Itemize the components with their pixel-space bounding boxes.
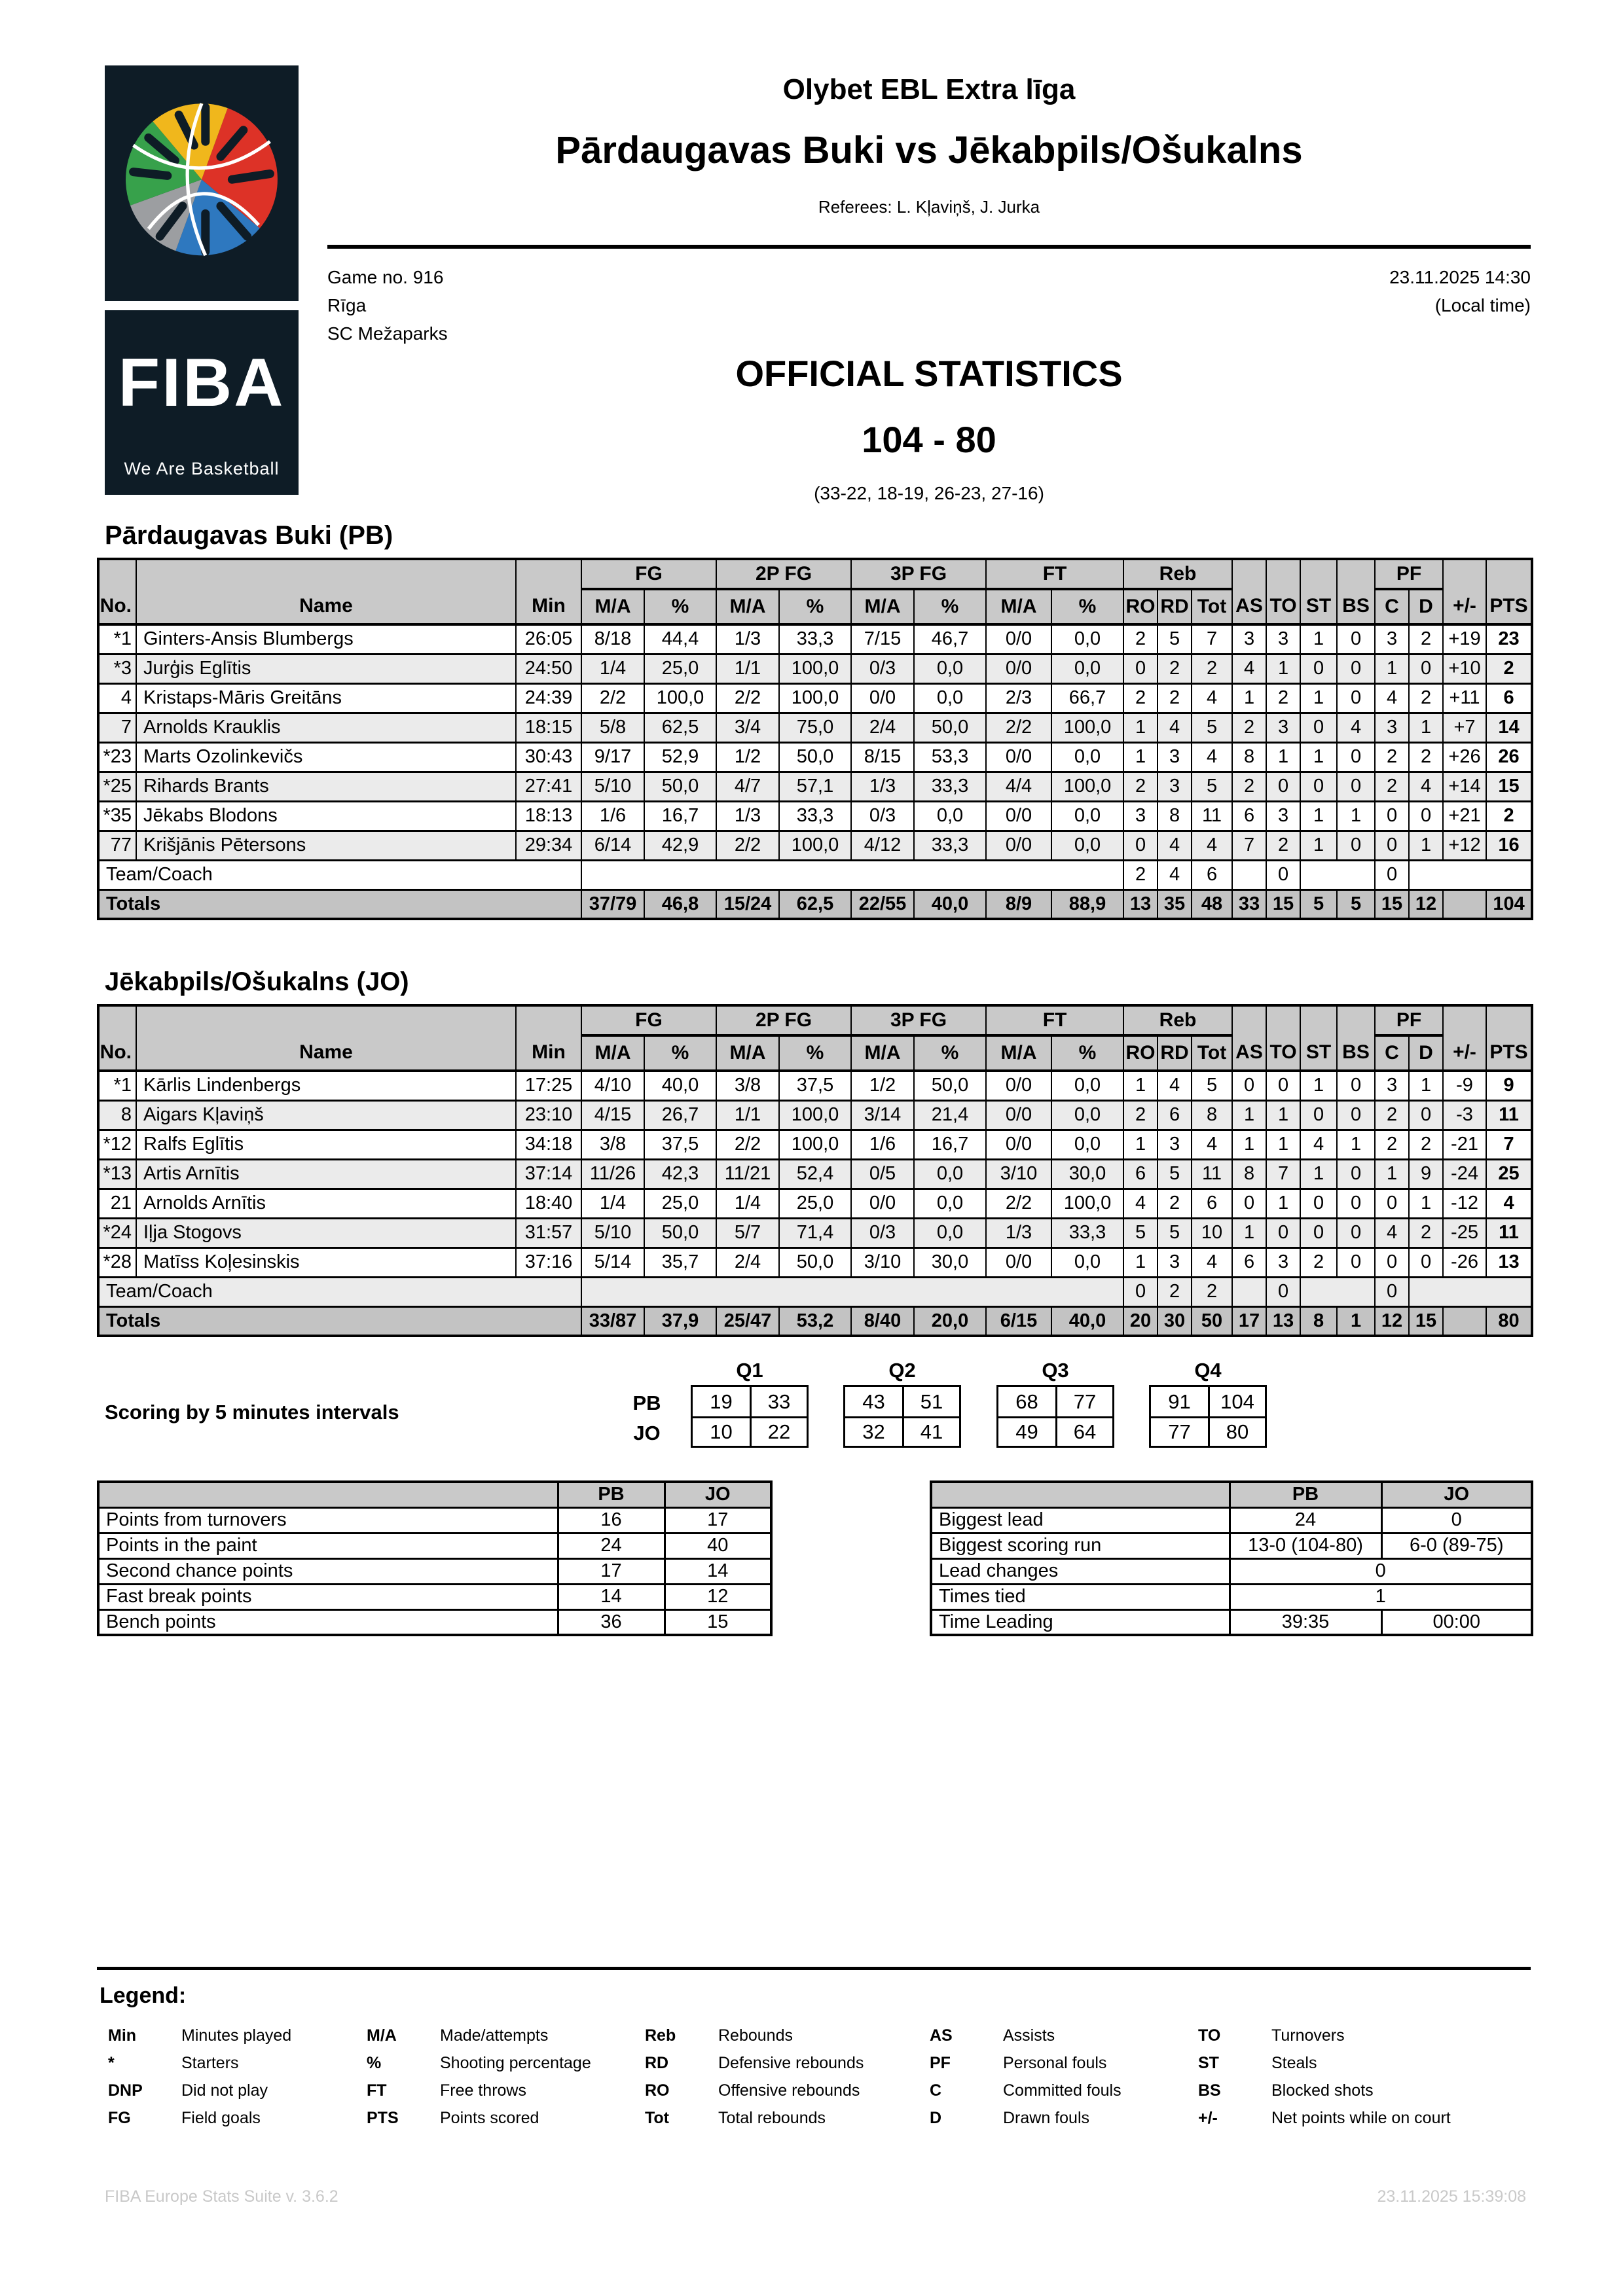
col-header-%: % — [644, 589, 716, 624]
col-group-spacer — [1266, 559, 1300, 589]
matchup-title: Pārdaugavas Buki vs Jēkabpils/Ošukalns — [555, 129, 1303, 171]
team-title-jo: Jēkabpils/Ošukalns (JO) — [105, 967, 409, 996]
quarter-label-q1: Q1 — [736, 1359, 763, 1382]
game-flow-spacer — [931, 1482, 1230, 1507]
game-city: Rīga — [327, 295, 367, 315]
scoring-value: 77 — [1055, 1387, 1112, 1416]
col-header-RD: RD — [1158, 589, 1192, 624]
col-group-spacer — [1232, 559, 1266, 589]
game-info — [327, 263, 1531, 348]
box-score-table-jo — [97, 1004, 1533, 1337]
team-coach-row: Team/Coach 2 4 6 0 0 — [98, 860, 1532, 889]
col-header-ST: ST — [1300, 589, 1337, 624]
game-datetime: 23.11.2025 14:30 — [1389, 267, 1531, 287]
game-flow-table — [930, 1480, 1533, 1636]
player-row: 8 Aigars Kļaviņš 23:10 4/15 26,7 1/1 100,0 3/14 21,4 0/0 0,0 2 6 8 1 1 0 0 2 0 -3 11 — [98, 1100, 1532, 1130]
legend-entry: PTS Points scored — [367, 2109, 539, 2127]
legend-entry: AS Assists — [930, 2026, 1055, 2045]
col-header-Name: Name — [136, 1035, 516, 1071]
quarter-label-q4: Q4 — [1194, 1359, 1222, 1382]
col-header-AS: AS — [1232, 589, 1266, 624]
scoring-box-q2 — [843, 1385, 961, 1448]
scoring-value: 91 — [1168, 1390, 1191, 1413]
basketball-globe-icon — [107, 72, 297, 295]
col-group-spacer — [1486, 559, 1532, 589]
fiba-wordmark-block — [105, 310, 299, 495]
scoring-box-q1 — [691, 1385, 809, 1448]
col-group-Reb: Reb — [1123, 559, 1232, 589]
col-group-spacer — [1443, 559, 1486, 589]
col-header-C: C — [1375, 1035, 1409, 1071]
col-header-RD: RD — [1158, 1035, 1192, 1071]
legend-entry: Tot Total rebounds — [645, 2109, 826, 2127]
col-header-D: D — [1409, 589, 1443, 624]
legend-entry: * Starters — [108, 2054, 239, 2072]
scoring-value: 19 — [710, 1390, 733, 1413]
stat-row: Bench points 36 15 — [98, 1609, 771, 1635]
col-group-FT: FT — [986, 559, 1123, 589]
fiba-basketball-icon — [105, 65, 299, 301]
scoring-value: 10 — [693, 1416, 750, 1446]
scoring-team-jo: JO — [633, 1422, 661, 1444]
player-row: 77 Krišjānis Pētersons 29:34 6/14 42,9 2/2 100,0 4/12 33,3 0/0 0,0 0 4 4 7 2 1 0 0 1 +12 16 — [98, 831, 1532, 860]
comparison-header-pb: PB — [558, 1482, 665, 1507]
col-group-FT: FT — [986, 1005, 1123, 1035]
scoring-value: 33 — [750, 1387, 807, 1416]
col-header-%: % — [779, 1035, 851, 1071]
col-group-spacer — [1300, 1005, 1337, 1035]
legend-entry: M/A Made/attempts — [367, 2026, 549, 2045]
totals-row: Totals 33/87 37,9 25/47 53,2 8/40 20,0 6/15 40,0 20 30 50 17 13 8 1 12 15 80 — [98, 1306, 1532, 1336]
col-header-PTS: PTS — [1486, 589, 1532, 624]
legend-entry: BS Blocked shots — [1198, 2081, 1374, 2100]
scoring-value: 41 — [902, 1416, 959, 1446]
scoring-box-q3 — [996, 1385, 1114, 1448]
col-header-PTS: PTS — [1486, 1035, 1532, 1071]
legend-entry: Min Minutes played — [108, 2026, 292, 2045]
scoring-intervals-label: Scoring by 5 minutes intervals — [105, 1401, 399, 1424]
col-header-TO: TO — [1266, 589, 1300, 624]
col-group-3P FG: 3P FG — [851, 559, 986, 589]
scoring-value: 77 — [1151, 1416, 1208, 1446]
player-row: *28 Matīss Koļesinskis 37:16 5/14 35,7 2/4 50,0 3/10 30,0 0/0 0,0 1 3 4 6 3 2 0 0 0 -26 13 — [98, 1247, 1532, 1277]
footer-app-version: FIBA Europe Stats Suite v. 3.6.2 — [105, 2187, 338, 2206]
col-group-spacer — [516, 1005, 581, 1035]
fiba-wordmark: FIBA — [118, 345, 285, 421]
stat-row: Time Leading 39:35 00:00 — [931, 1609, 1532, 1635]
scoring-value: 43 — [862, 1390, 885, 1413]
stat-row: Lead changes 0 — [931, 1558, 1532, 1584]
player-row: 21 Arnolds Arnītis 18:40 1/4 25,0 1/4 25,0 0/0 0,0 2/2 100,0 4 2 6 0 1 0 0 0 1 -12 4 — [98, 1189, 1532, 1218]
legend-grid — [108, 2026, 1529, 2128]
col-group-spacer — [1443, 1005, 1486, 1035]
col-header-Min: Min — [516, 1035, 581, 1071]
col-header-M/A: M/A — [986, 1035, 1051, 1071]
player-row: *1 Ginters-Ansis Blumbergs 26:05 8/18 44,4 1/3 33,3 7/15 46,7 0/0 0,0 2 5 7 3 3 1 0 3 2 +19 23 — [98, 624, 1532, 654]
final-score: 104 - 80 — [862, 419, 996, 460]
col-header-RO: RO — [1123, 1035, 1158, 1071]
game-local-time: (Local time) — [1434, 295, 1531, 315]
fiba-logo — [105, 65, 299, 495]
col-header-M/A: M/A — [851, 1035, 914, 1071]
col-header-RO: RO — [1123, 589, 1158, 624]
col-group-spacer — [98, 559, 136, 589]
col-header-ST: ST — [1300, 1035, 1337, 1071]
col-header-M/A: M/A — [716, 589, 779, 624]
player-row: *13 Artis Arnītis 37:14 11/26 42,3 11/21 52,4 0/5 0,0 3/10 30,0 6 5 11 8 7 1 0 1 9 -24 25 — [98, 1159, 1532, 1189]
box-score-table-pb — [97, 558, 1533, 920]
player-row: 7 Arnolds Krauklis 18:15 5/8 62,5 3/4 75,0 2/4 50,0 2/2 100,0 1 4 5 2 3 0 4 3 1 +7 14 — [98, 713, 1532, 742]
team-title-pb: Pārdaugavas Buki (PB) — [105, 521, 393, 550]
player-row: *25 Rihards Brants 27:41 5/10 50,0 4/7 57,1 1/3 33,3 4/4 100,0 2 3 5 2 0 0 0 2 4 +14 15 — [98, 772, 1532, 801]
col-group-spacer — [1266, 1005, 1300, 1035]
scoring-box-q4 — [1149, 1385, 1267, 1448]
legend-entry: PF Personal fouls — [930, 2054, 1107, 2072]
scoring-value: 22 — [750, 1416, 807, 1446]
col-header-M/A: M/A — [581, 589, 644, 624]
col-group-3P FG: 3P FG — [851, 1005, 986, 1035]
player-row: *1 Kārlis Lindenbergs 17:25 4/10 40,0 3/8 37,5 1/2 50,0 0/0 0,0 1 4 5 0 0 1 0 3 1 -9 9 — [98, 1071, 1532, 1100]
col-group-FG: FG — [581, 1005, 716, 1035]
referees-line: Referees: L. Kļaviņš, J. Jurka — [818, 197, 1040, 217]
team-comparison-table — [97, 1480, 773, 1636]
legend-entry: % Shooting percentage — [367, 2054, 591, 2072]
scoring-team-pb: PB — [632, 1391, 661, 1414]
scoring-value: 51 — [902, 1387, 959, 1416]
legend-entry: C Committed fouls — [930, 2081, 1122, 2100]
game-flow-header-jo: JO — [1381, 1482, 1532, 1507]
col-header-+/-: +/- — [1443, 1035, 1486, 1071]
player-row: *3 Jurģis Eglītis 24:50 1/4 25,0 1/1 100,0 0/3 0,0 0/0 0,0 0 2 2 4 1 0 0 1 0 +10 2 — [98, 654, 1532, 683]
player-row: 4 Kristaps-Māris Greitāns 24:39 2/2 100,0 2/2 100,0 0/0 0,0 2/3 66,7 2 2 4 1 2 1 0 4 2 +11 6 — [98, 683, 1532, 713]
header-divider — [327, 245, 1531, 249]
legend-title: Legend: — [100, 1983, 187, 2008]
scoring-value: 68 — [1015, 1390, 1038, 1413]
team-coach-row: Team/Coach 0 2 2 0 0 — [98, 1277, 1532, 1306]
col-header-Tot: Tot — [1192, 589, 1232, 624]
legend-divider — [97, 1967, 1531, 1970]
stat-row: Second chance points 17 14 — [98, 1558, 771, 1584]
legend-entry: DNP Did not play — [108, 2081, 268, 2100]
col-header-%: % — [914, 1035, 986, 1071]
league-title: Olybet EBL Extra līga — [782, 73, 1076, 105]
col-group-spacer — [136, 559, 516, 589]
col-group-spacer — [98, 1005, 136, 1035]
col-group-spacer — [516, 559, 581, 589]
col-header-%: % — [914, 589, 986, 624]
col-group-Reb: Reb — [1123, 1005, 1232, 1035]
legend-entry: RD Defensive rebounds — [645, 2054, 864, 2072]
col-header-D: D — [1409, 1035, 1443, 1071]
scoring-value: 104 — [1208, 1387, 1265, 1416]
scoring-value: 32 — [845, 1416, 902, 1446]
col-header-Name: Name — [136, 589, 516, 624]
game-number: Game no. 916 — [327, 267, 444, 287]
game-info-left — [327, 263, 1531, 348]
document-title: OFFICIAL STATISTICS — [735, 353, 1123, 394]
game-info-right — [1389, 263, 1531, 319]
col-group-spacer — [1486, 1005, 1532, 1035]
col-header-Min: Min — [516, 589, 581, 624]
player-row: *12 Ralfs Eglītis 34:18 3/8 37,5 2/2 100,0 1/6 16,7 0/0 0,0 1 3 4 1 1 4 1 2 2 -21 7 — [98, 1130, 1532, 1159]
legend-entry: FT Free throws — [367, 2081, 526, 2100]
scoring-value: 49 — [998, 1416, 1055, 1446]
player-row: *23 Marts Ozolinkevičs 30:43 9/17 52,9 1/2 50,0 8/15 53,3 0/0 0,0 1 3 4 8 1 1 0 2 2 +26 26 — [98, 742, 1532, 772]
col-group-spacer — [136, 1005, 516, 1035]
col-header-+/-: +/- — [1443, 589, 1486, 624]
comparison-spacer — [98, 1482, 558, 1507]
legend-entry: TO Turnovers — [1198, 2026, 1345, 2045]
player-row: *24 Iļja Stogovs 31:57 5/10 50,0 5/7 71,4 0/3 0,0 1/3 33,3 5 5 10 1 0 0 0 4 2 -25 11 — [98, 1218, 1532, 1247]
footer-print-timestamp: 23.11.2025 15:39:08 — [1377, 2187, 1526, 2206]
col-group-spacer — [1232, 1005, 1266, 1035]
col-header-%: % — [779, 589, 851, 624]
col-header-%: % — [1051, 589, 1123, 624]
legend-entry: ST Steals — [1198, 2054, 1317, 2072]
col-header-No.: No. — [98, 589, 136, 624]
col-header-%: % — [644, 1035, 716, 1071]
col-header-M/A: M/A — [581, 1035, 644, 1071]
col-header-BS: BS — [1337, 1035, 1375, 1071]
legend-entry: +/- Net points while on court — [1198, 2109, 1451, 2127]
stat-row: Points from turnovers 16 17 — [98, 1507, 771, 1533]
stat-row: Biggest lead 24 0 — [931, 1507, 1532, 1533]
scoring-value: 80 — [1208, 1416, 1265, 1446]
col-header-AS: AS — [1232, 1035, 1266, 1071]
col-header-M/A: M/A — [986, 589, 1051, 624]
game-venue: SC Mežaparks — [327, 323, 448, 344]
stat-row: Fast break points 14 12 — [98, 1584, 771, 1609]
stat-row: Times tied 1 — [931, 1584, 1532, 1609]
col-header-TO: TO — [1266, 1035, 1300, 1071]
quarter-label-q3: Q3 — [1042, 1359, 1069, 1382]
col-header-%: % — [1051, 1035, 1123, 1071]
col-header-M/A: M/A — [716, 1035, 779, 1071]
player-row: *35 Jēkabs Blodons 18:13 1/6 16,7 1/3 33,3 0/3 0,0 0/0 0,0 3 8 11 6 3 1 1 0 0 +21 2 — [98, 801, 1532, 831]
col-group-PF: PF — [1375, 559, 1443, 589]
col-group-PF: PF — [1375, 1005, 1443, 1035]
legend-entry: Reb Rebounds — [645, 2026, 793, 2045]
col-group-2P FG: 2P FG — [716, 559, 851, 589]
game-flow-header-pb: PB — [1230, 1482, 1381, 1507]
col-group-spacer — [1300, 559, 1337, 589]
totals-row: Totals 37/79 46,8 15/24 62,5 22/55 40,0 8/9 88,9 13 35 48 33 15 5 5 15 12 104 — [98, 889, 1532, 919]
legend-entry: D Drawn fouls — [930, 2109, 1089, 2127]
col-group-spacer — [1337, 559, 1375, 589]
scoring-value: 64 — [1055, 1416, 1112, 1446]
legend-entry: RO Offensive rebounds — [645, 2081, 860, 2100]
col-header-No.: No. — [98, 1035, 136, 1071]
header — [327, 73, 1531, 504]
col-group-spacer — [1337, 1005, 1375, 1035]
col-header-Tot: Tot — [1192, 1035, 1232, 1071]
col-header-BS: BS — [1337, 589, 1375, 624]
col-header-C: C — [1375, 589, 1409, 624]
col-header-M/A: M/A — [851, 589, 914, 624]
col-group-FG: FG — [581, 559, 716, 589]
stat-row: Points in the paint 24 40 — [98, 1533, 771, 1558]
quarter-scores: (33-22, 18-19, 26-23, 27-16) — [814, 483, 1044, 503]
stat-row: Biggest scoring run 13-0 (104-80) 6-0 (89-75) — [931, 1533, 1532, 1558]
fiba-tagline: We Are Basketball — [124, 459, 280, 478]
legend-entry: FG Field goals — [108, 2109, 261, 2127]
col-group-2P FG: 2P FG — [716, 1005, 851, 1035]
quarter-label-q2: Q2 — [888, 1359, 916, 1382]
comparison-header-jo: JO — [665, 1482, 771, 1507]
